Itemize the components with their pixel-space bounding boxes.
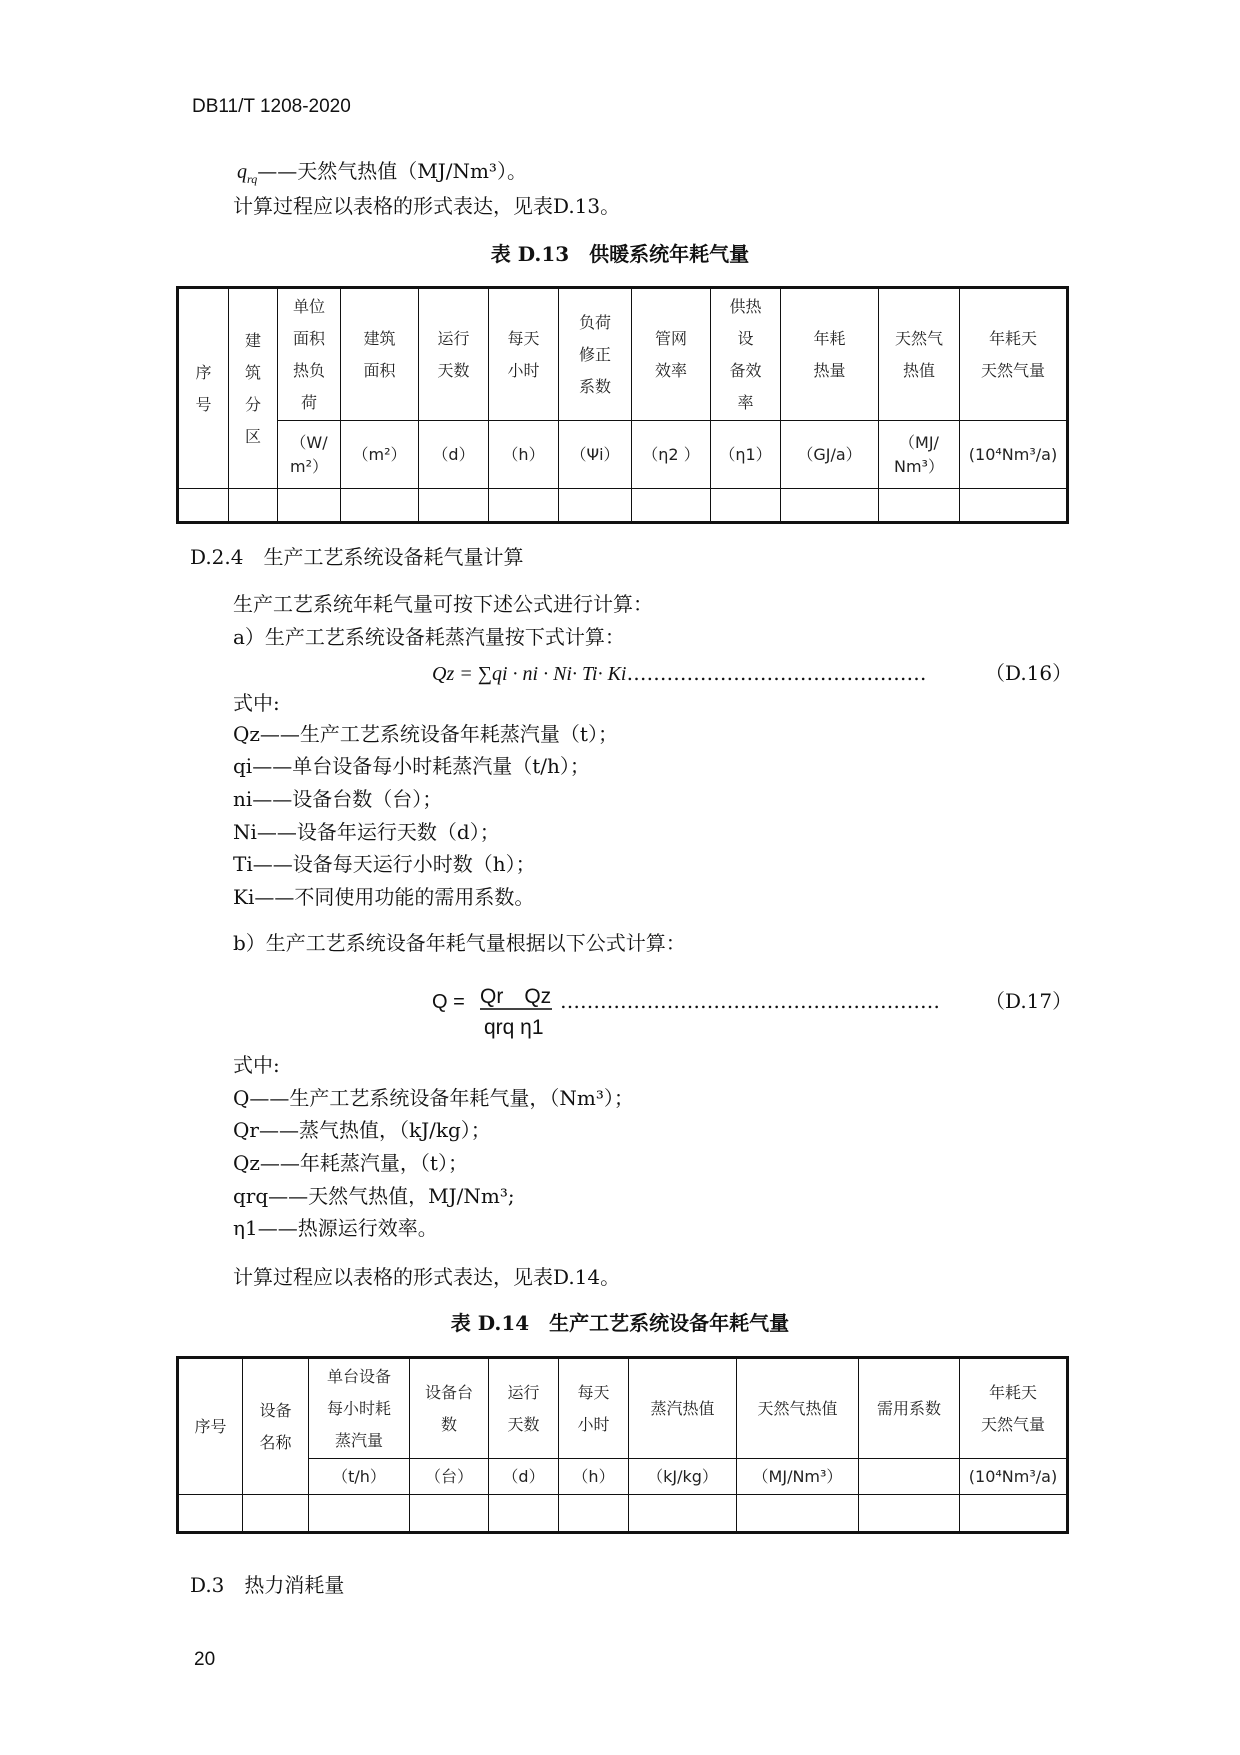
header-cell: 建筑 面积 (341, 288, 419, 421)
reference-d13: 计算过程应以表格的形式表达，见表D.13。 (233, 194, 621, 218)
header-cell: 需用系数 (859, 1358, 960, 1459)
table-row (178, 489, 1068, 523)
equation-number: （D.17） (985, 989, 1073, 1013)
header-cell: 每天 小时 (559, 1358, 629, 1459)
unit-cell: （Ψi） (559, 421, 632, 489)
definition: qrq——天然气热值，MJ/Nm³; (233, 1184, 515, 1208)
leader-dots: ………………………………………………… (560, 989, 940, 1013)
section-d3-heading: D.3 热力消耗量 (190, 1573, 345, 1597)
definition: Q——生产工艺系统设备年耗气量，（Nm³）； (233, 1086, 634, 1110)
unit-cell: (10⁴Nm³/a) (960, 421, 1068, 489)
numerator: Qr Qz (480, 985, 552, 1008)
header-cell: 供热 设 备效 率 (711, 288, 781, 421)
header-cell: 管网 效率 (632, 288, 711, 421)
unit-cell: （d） (419, 421, 489, 489)
definition: Qz——生产工艺系统设备年耗蒸汽量（t）； (233, 722, 618, 746)
unit-cell: （m²） (341, 421, 419, 489)
definition: ni——设备台数（台）； (233, 787, 443, 811)
header-cell: 单位 面积 热负 荷 (278, 288, 341, 421)
header-cell: 单台设备 每小时耗 蒸汽量 (309, 1358, 410, 1459)
header-cell: 年耗天 天然气量 (960, 288, 1068, 421)
definition: Ti——设备每天运行小时数（h）； (233, 852, 536, 876)
paragraph: 生产工艺系统年耗气量可按下述公式进行计算： (233, 592, 653, 616)
formula-d17-lhs: Q = (432, 991, 465, 1013)
unit-cell: （台） (410, 1459, 489, 1495)
formula-d16 (432, 661, 926, 686)
unit-cell (859, 1459, 960, 1495)
definition: Ki——不同使用功能的需用系数。 (233, 885, 535, 909)
page-number: 20 (194, 1649, 216, 1670)
equation-number: （D.16） (985, 661, 1073, 685)
definition: η1——热源运行效率。 (233, 1216, 438, 1240)
fraction-bar (480, 1008, 552, 1010)
paragraph-b: b）生产工艺系统设备年耗气量根据以下公式计算： (233, 931, 686, 955)
symbol-sub: rq (247, 172, 258, 186)
header-cell: 天然气 热值 (879, 288, 960, 421)
denominator: qrq η1 (484, 1016, 544, 1039)
where-label: 式中: (233, 1053, 280, 1077)
reference-d14: 计算过程应以表格的形式表达，见表D.14。 (233, 1265, 621, 1289)
table-d14-caption: 表 D.14 生产工艺系统设备年耗气量 (450, 1311, 790, 1335)
header-cell: 运行 天数 (419, 288, 489, 421)
header-cell: 运行 天数 (489, 1358, 559, 1459)
header-cell: 设备台 数 (410, 1358, 489, 1459)
unit-cell: （η2 ） (632, 421, 711, 489)
formula-text: Qz = ∑qi · ni · Ni· Ti· Ki (432, 663, 627, 685)
leader-dots-line (560, 989, 940, 1013)
unit-cell: （d） (489, 1459, 559, 1495)
header-cell: 每天 小时 (489, 288, 559, 421)
header-cell: 负荷 修正 系数 (559, 288, 632, 421)
unit-cell: (10⁴Nm³/a) (960, 1459, 1068, 1495)
table-d14 (176, 1356, 1069, 1534)
definition: Ni——设备年运行天数（d）； (233, 820, 500, 844)
qrq-definition (237, 159, 527, 191)
header-cell: 序号 (178, 1358, 243, 1495)
table-d13 (176, 286, 1069, 524)
header-cell: 蒸汽热值 (629, 1358, 737, 1459)
symbol: q (237, 161, 247, 183)
unit-cell: （kJ/kg） (629, 1459, 737, 1495)
table-row (178, 1495, 1068, 1533)
unit-cell: （h） (559, 1459, 629, 1495)
unit-cell: （MJ/Nm³） (737, 1459, 859, 1495)
unit-cell: （h） (489, 421, 559, 489)
unit-cell: （t/h） (309, 1459, 410, 1495)
unit-cell: （MJ/ Nm³） (879, 421, 960, 489)
section-d24-heading: D.2.4 生产工艺系统设备耗气量计算 (190, 545, 524, 569)
definition: qi——单台设备每小时耗蒸汽量（t/h）； (233, 754, 590, 778)
definition-text: ——天然气热值（MJ/Nm³）。 (257, 159, 527, 183)
document-code: DB11/T 1208-2020 (192, 96, 351, 117)
definition: Qr——蒸气热值，（kJ/kg）； (233, 1118, 491, 1142)
definition: Qz——年耗蒸汽量，（t）； (233, 1151, 468, 1175)
unit-cell: （W/ m²） (278, 421, 341, 489)
header-cell: 年耗 热量 (781, 288, 879, 421)
header-cell: 序 号 (178, 288, 229, 489)
table-d13-caption: 表 D.13 供暖系统年耗气量 (490, 242, 750, 266)
unit-cell: （GJ/a） (781, 421, 879, 489)
header-cell: 年耗天 天然气量 (960, 1358, 1068, 1459)
header-cell: 设备 名称 (243, 1358, 309, 1495)
paragraph-a: a）生产工艺系统设备耗蒸汽量按下式计算： (233, 625, 625, 649)
header-cell: 建 筑 分 区 (229, 288, 278, 489)
leader-dots: ……………………………………… (626, 661, 927, 685)
where-label: 式中: (233, 691, 280, 715)
header-cell: 天然气热值 (737, 1358, 859, 1459)
unit-cell: （η1） (711, 421, 781, 489)
